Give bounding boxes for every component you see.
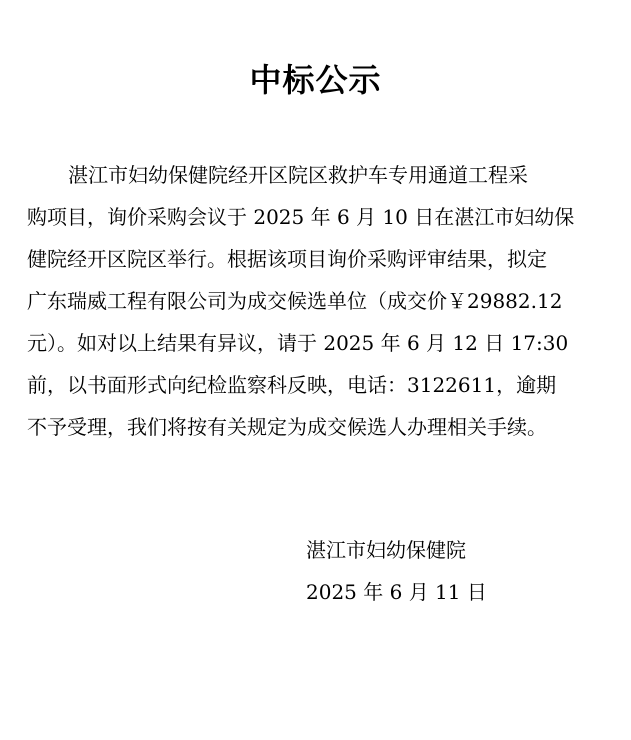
paragraph-line: 不予受理，我们将按有关规定为成交候选人办理相关手续。	[27, 415, 547, 439]
signature-block	[306, 529, 487, 613]
paragraph-line: 广东瑞威工程有限公司为成交候选单位（成交价￥29882.12	[27, 289, 563, 313]
paragraph-line: 购项目，询价采购会议于 2025 年 6 月 10 日在湛江市妇幼保	[27, 205, 575, 229]
signature-organization: 湛江市妇幼保健院	[306, 538, 466, 562]
paragraph-line: 湛江市妇幼保健院经开区院区救护车专用通道工程采	[68, 163, 528, 187]
announcement-body	[27, 154, 592, 448]
signature-date: 2025 年 6 月 11 日	[306, 580, 487, 604]
paragraph-line: 前，以书面形式向纪检监察科反映，电话：3122611，逾期	[27, 373, 557, 397]
paragraph-line: 元）。如对以上结果有异议，请于 2025 年 6 月 12 日 17:30	[27, 331, 569, 355]
page-title: 中标公示	[249, 61, 382, 99]
paragraph-line: 健院经开区院区举行。根据该项目询价采购评审结果，拟定	[27, 247, 547, 271]
